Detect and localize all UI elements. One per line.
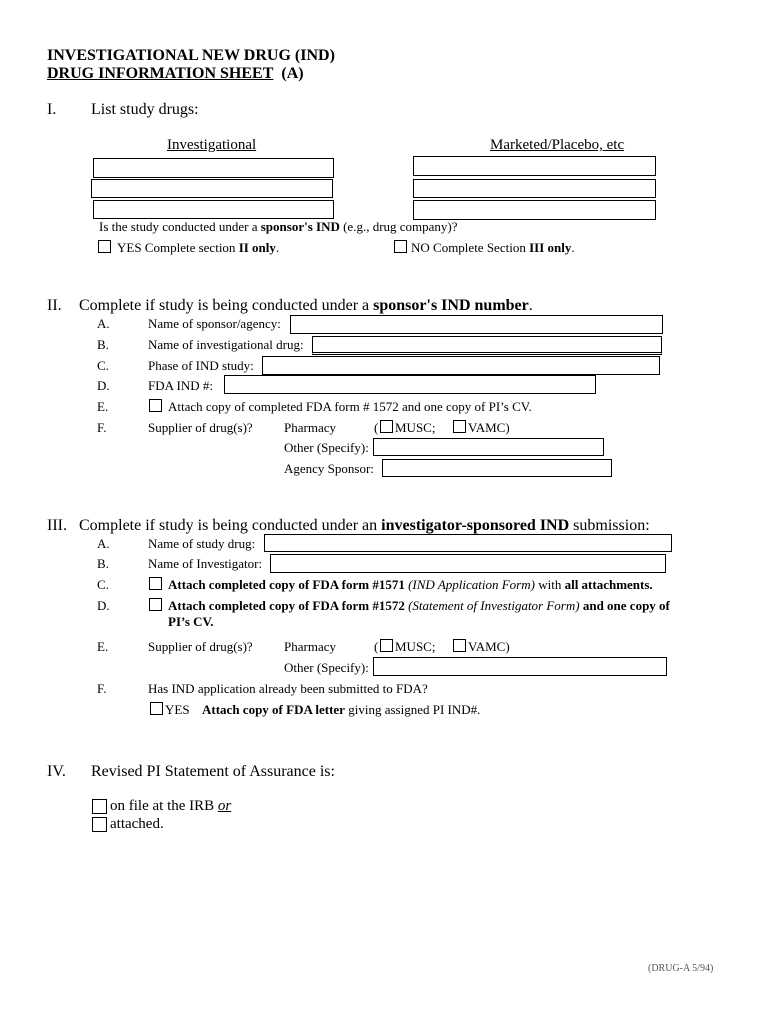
ind-submitted-question: Has IND application already been submitted to FDA? <box>148 681 428 696</box>
section2-c-letter: C. <box>97 358 109 373</box>
supplier-label: Supplier of drug(s)? <box>148 420 253 435</box>
musc-label-2: MUSC; <box>395 639 436 654</box>
section3-b-letter: B. <box>97 556 109 571</box>
investigational-drug-field-3[interactable] <box>93 200 334 219</box>
attach-fda-1572-investigator-label: Attach completed copy of FDA form #1572 (Statement of Investigator Form) and one copy of <box>168 598 670 613</box>
section4-heading: Revised PI Statement of Assurance is: <box>91 763 335 780</box>
agency-sponsor-field[interactable] <box>382 459 612 477</box>
ind-submitted-yes-label: YES <box>165 702 190 717</box>
section2-d-letter: D. <box>97 378 110 393</box>
vamc-label-2: VAMC) <box>468 639 510 654</box>
sponsor-agency-label: Name of sponsor/agency: <box>148 316 281 331</box>
pharmacy-label: Pharmacy <box>284 420 336 435</box>
investigator-name-field[interactable] <box>270 554 666 573</box>
form-title-line2 <box>47 65 304 83</box>
attached-checkbox[interactable] <box>92 817 107 832</box>
fda-ind-number-field[interactable] <box>224 375 596 394</box>
ind-phase-label: Phase of IND study: <box>148 358 254 373</box>
attached-label: attached. <box>110 816 164 832</box>
yes-sponsor-ind-label: YES Complete section II only. <box>117 240 280 255</box>
vamc-label: VAMC) <box>468 420 510 435</box>
section3-f-letter: F. <box>97 681 107 696</box>
form-title-line1: INVESTIGATIONAL NEW DRUG (IND) <box>47 47 335 64</box>
on-file-irb-label: on file at the IRB or <box>110 798 232 814</box>
marketed-drug-field-1[interactable] <box>413 156 656 176</box>
supplier-label-2: Supplier of drug(s)? <box>148 639 253 654</box>
other-specify-label-2: Other (Specify): <box>284 660 369 675</box>
open-paren-2: ( <box>374 639 379 654</box>
attach-fda-1571-checkbox[interactable] <box>149 577 162 590</box>
section2-f-letter: F. <box>97 420 107 435</box>
section2-a-letter: A. <box>97 316 110 331</box>
section3-e-letter: E. <box>97 639 109 654</box>
section3-d-letter: D. <box>97 598 110 613</box>
section3-number: III. <box>47 517 67 534</box>
attach-fda-1571-label: Attach completed copy of FDA form #1571 (IND Application Form) with all attachments. <box>168 577 653 592</box>
sponsor-ind-question: Is the study conducted under a sponsor's IND (e.g., drug company)? <box>99 219 458 234</box>
investigational-drug-field-2[interactable] <box>91 179 333 198</box>
form-code: (DRUG-A 5/94) <box>648 963 714 974</box>
other-specify-field[interactable] <box>373 438 604 456</box>
ind-submitted-yes-checkbox[interactable] <box>150 702 163 715</box>
no-sponsor-ind-checkbox[interactable] <box>394 240 407 253</box>
vamc-checkbox-2[interactable] <box>453 639 466 652</box>
open-paren: ( <box>374 420 379 435</box>
marketed-column-header: Marketed/Placebo, etc <box>490 137 625 153</box>
attach-fda-letter-label: Attach copy of FDA letter giving assigned PI IND#. <box>202 702 481 717</box>
on-file-irb-checkbox[interactable] <box>92 799 107 814</box>
section1-heading: List study drugs: <box>91 101 199 118</box>
section1-number: I. <box>47 101 57 118</box>
section2-b-letter: B. <box>97 337 109 352</box>
section3-heading: Complete if study is being conducted under an investigator-sponsored IND submission: <box>79 517 650 534</box>
sponsor-agency-field[interactable] <box>290 315 663 334</box>
attach-fda-1572-label: Attach copy of completed FDA form # 1572 and one copy of PI’s CV. <box>168 399 532 414</box>
vamc-checkbox[interactable] <box>453 420 466 433</box>
attach-fda-1572-checkbox[interactable] <box>149 399 162 412</box>
musc-label: MUSC; <box>395 420 436 435</box>
investigational-drug-name-label: Name of investigational drug: <box>148 337 304 352</box>
section4-number: IV. <box>47 763 66 780</box>
pi-cv-label: PI’s CV. <box>168 614 214 629</box>
investigational-drug-name-field[interactable] <box>312 336 662 355</box>
section3-a-letter: A. <box>97 536 110 551</box>
form-title-main: DRUG INFORMATION SHEET <box>47 65 274 82</box>
other-specify-label: Other (Specify): <box>284 440 369 455</box>
investigational-drug-field-1[interactable] <box>93 158 334 178</box>
no-sponsor-ind-label: NO Complete Section III only. <box>411 240 575 255</box>
form-title-suffix: (A) <box>281 65 304 82</box>
musc-checkbox[interactable] <box>380 420 393 433</box>
other-specify-field-2[interactable] <box>373 657 667 676</box>
investigator-name-label: Name of Investigator: <box>148 556 263 571</box>
agency-sponsor-label: Agency Sponsor: <box>284 461 374 476</box>
musc-checkbox-2[interactable] <box>380 639 393 652</box>
section2-number: II. <box>47 297 62 314</box>
section2-heading: Complete if study is being conducted under a sponsor's IND number. <box>79 297 533 314</box>
marketed-drug-field-2[interactable] <box>413 179 656 198</box>
yes-sponsor-ind-checkbox[interactable] <box>98 240 111 253</box>
section3-c-letter: C. <box>97 577 109 592</box>
pharmacy-label-2: Pharmacy <box>284 639 336 654</box>
marketed-drug-field-3[interactable] <box>413 200 656 220</box>
study-drug-name-label: Name of study drug: <box>148 536 256 551</box>
ind-phase-field[interactable] <box>262 356 660 375</box>
section2-e-letter: E. <box>97 399 109 414</box>
attach-fda-1572-investigator-checkbox[interactable] <box>149 598 162 611</box>
investigational-column-header: Investigational <box>167 137 257 153</box>
study-drug-name-field[interactable] <box>264 534 672 552</box>
fda-ind-number-label: FDA IND #: <box>148 378 214 393</box>
